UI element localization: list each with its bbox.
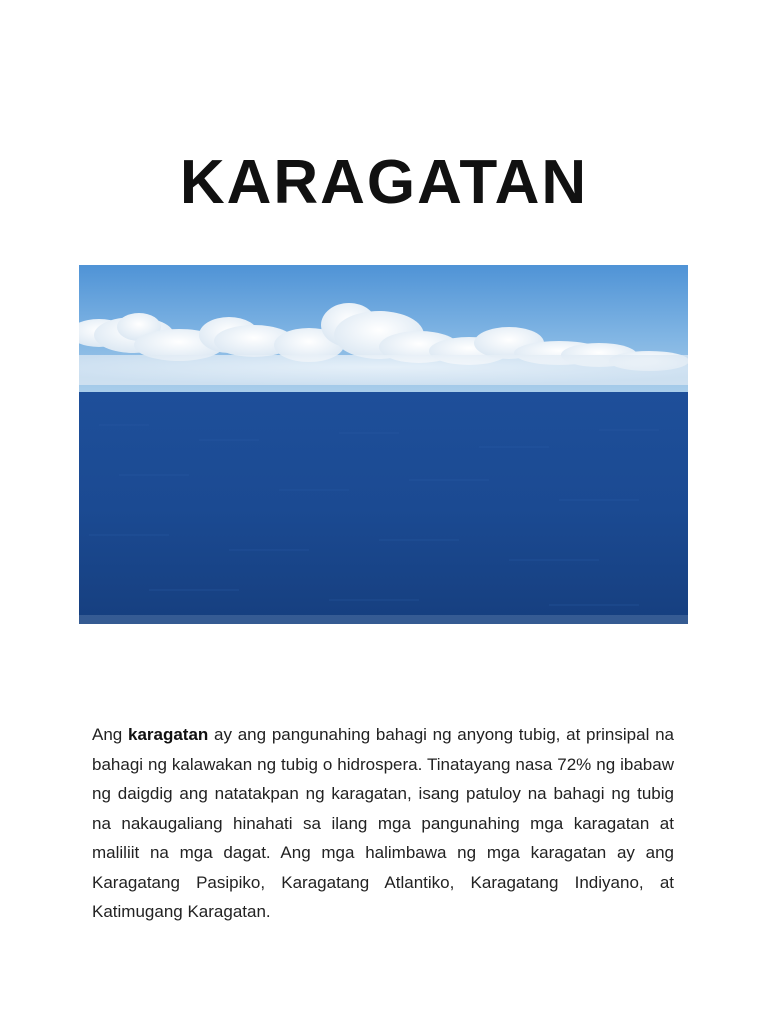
sea: [79, 392, 688, 624]
description-paragraph: [92, 720, 674, 927]
bold-term: karagatan: [127, 725, 209, 744]
paragraph-body: ay ang pangunahing bahagi ng anyong tubig, at prinsipal na bahagi ng kalawakan ng tubig o hidrospera. Tinatayang nasa 72% ng ibabaw ng daigdig ang natatakpan ng karagatan, isang patuloy na bahagi ng tubig na nakaugaliang hinahati sa ilang mga pangunahing mga karagatan at maliliit na mga dagat. Ang mga halimbawa ng mga karagatan ay ang Karagatang Pasipiko, Karagatang Atlantiko, Karagatang Indiyano, at Katimugang Karagatan.: [92, 725, 674, 921]
ocean-horizon-photo: [79, 265, 688, 624]
ocean-photo-drawing: [79, 265, 688, 624]
paragraph-lead: Ang: [92, 725, 128, 744]
page-title: KARAGATAN: [179, 148, 589, 217]
